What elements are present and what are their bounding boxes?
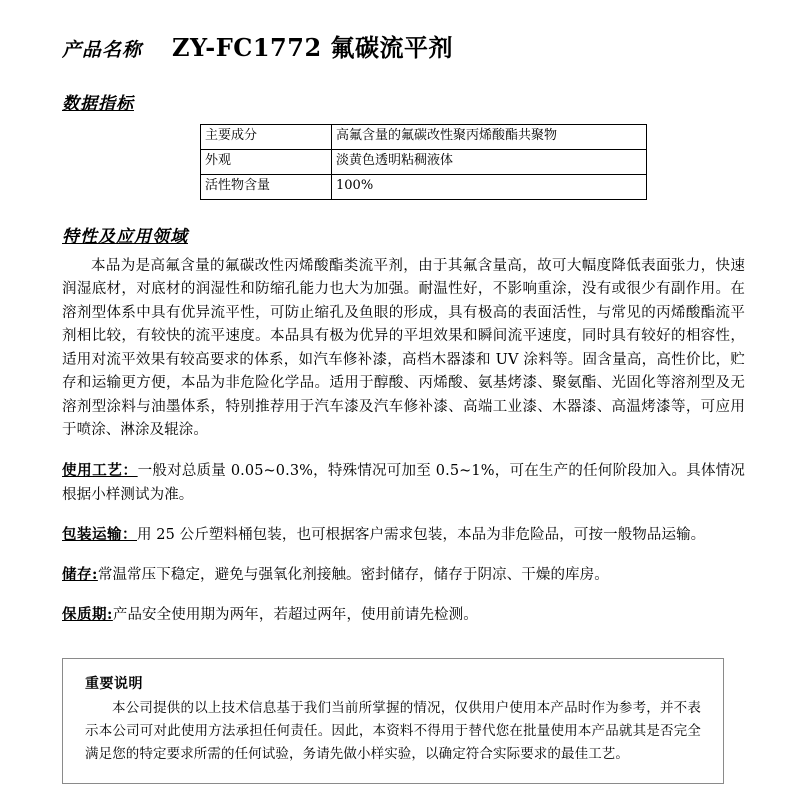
notice-title: 重要说明 xyxy=(85,676,143,692)
table-row xyxy=(201,150,647,175)
spec-table xyxy=(200,124,647,200)
features-paragraph: 本品为是高氟含量的氟碳改性丙烯酸酯类流平剂，由于其氟含量高，故可大幅度降低表面张力，快速润湿底材，对底材的润湿性和防缩孔能力也大为加强。耐温性好，不影响重涂，没有或很少有副作用。在溶剂型体系中具有优异流平性，可防止缩孔及鱼眼的形成，具有极高的表面活性，与常见的丙烯酸酯流平剂相比较，有较快的流平速度。本品具有极为优异的平坦效果和瞬间流平速度，同时具有较好的相容性，适用对流平效果有较高要求的体系，如汽车修补漆，高档木器漆和 UV 涂料等。固含量高，高性价比，贮存和运输更方便，本品为非危险化学品。适用于醇酸、丙烯酸、氨基烤漆、聚氨酯、光固化等溶剂型及无溶剂型涂料与油墨体系，特别推荐用于汽车漆及汽车修补漆、高端工业漆、木器漆、高温烤漆等，可应用于喷涂、淋涂及辊涂。 xyxy=(62,258,745,439)
paragraph-shelf-life xyxy=(62,603,745,627)
paragraph-text: 产品安全使用期为两年，若超过两年，使用前请先检测。 xyxy=(112,607,478,624)
spec-key: 主要成分 xyxy=(201,125,332,150)
page-title: ZY-FC1772 氟碳流平剂 xyxy=(172,33,454,62)
section-heading-spec: 数据指标 xyxy=(62,94,134,114)
paragraph-packaging xyxy=(62,523,745,547)
paragraph-text: 用 25 公斤塑料桶包装，也可根据客户需求包装，本品为非危险品，可按一般物品运输。 xyxy=(137,527,706,543)
title-row xyxy=(62,28,745,63)
section-heading-features: 特性及应用领域 xyxy=(62,227,188,247)
spec-value: 淡黄色透明粘稠液体 xyxy=(332,150,647,175)
paragraph-storage xyxy=(62,563,745,587)
paragraph-label: 保质期: xyxy=(62,606,113,624)
product-name-label: 产品名称 xyxy=(62,39,143,61)
paragraph-label: 使用工艺： xyxy=(62,461,138,479)
notice-body: 本公司提供的以上技术信息基于我们当前所掌握的情况，仅供用户使用本产品时作为参考，并不表示本公司可对此使用方法承担任何责任。因此，本资料不得用于替代您在批量使用本产品就其是否完全满足您的特定要求所需的任何试验，务请先做小样实验，以确定符合实际要求的最佳工艺。 xyxy=(85,700,701,763)
spec-value: 高氟含量的氟碳改性聚丙烯酸酯共聚物 xyxy=(332,125,647,150)
paragraph-usage xyxy=(62,459,745,507)
spec-table-wrapper xyxy=(62,124,745,200)
paragraph-label: 包装运输： xyxy=(62,526,137,543)
table-row xyxy=(201,175,647,200)
spec-value: 100% xyxy=(332,175,647,200)
paragraph-text: 一般对总质量 0.05~0.3%，特殊情况可加至 0.5~1%，可在生产的任何阶段加入。具体情况根据小样测试为准。 xyxy=(62,462,745,503)
spec-key: 外观 xyxy=(201,150,332,175)
spec-key: 活性物含量 xyxy=(201,175,332,200)
paragraph-text: 常温常压下稳定，避免与强氧化剂接触。密封储存，储存于阴凉、干燥的库房。 xyxy=(97,567,609,584)
paragraph-label: 储存: xyxy=(62,566,98,584)
important-notice-box xyxy=(62,658,724,784)
table-row xyxy=(201,125,647,150)
